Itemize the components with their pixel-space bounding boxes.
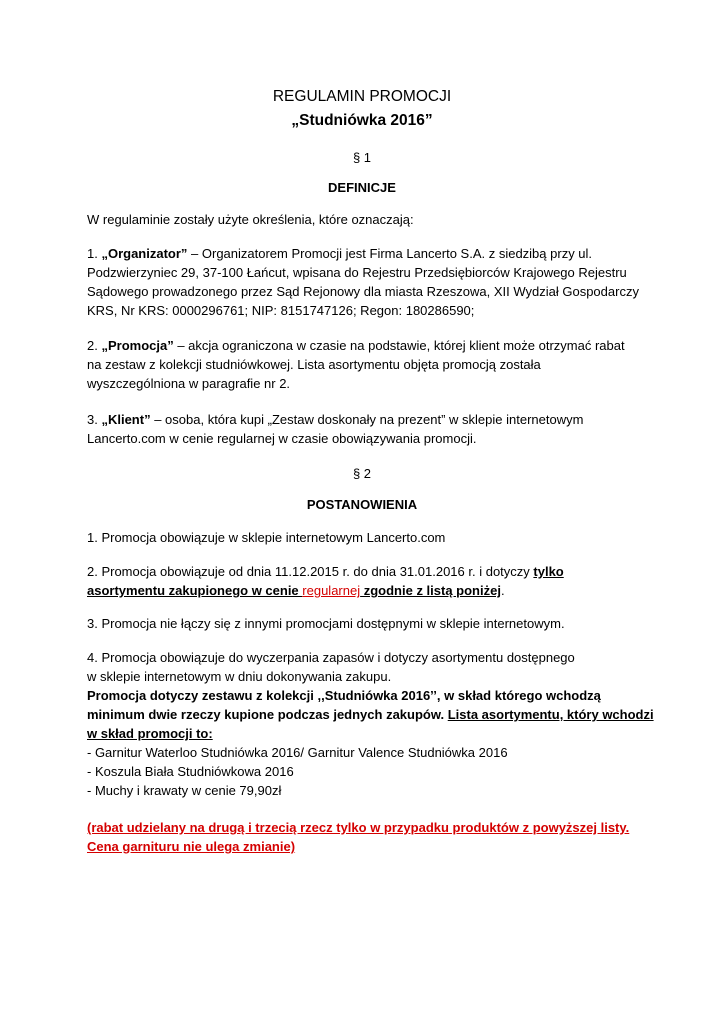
product-list-item: - Muchy i krawaty w cenie 79,90zł bbox=[87, 783, 282, 798]
definition-text: – Organizatorem Promocji jest Firma Lancerto S.A. z siedzibą przy ul. bbox=[187, 246, 593, 261]
provision-3: 3. Promocja nie łączy się z innymi promocjami dostępnymi w sklepie internetowym. bbox=[87, 616, 565, 631]
definition-organizer-line4: KRS, Nr KRS: 0000296761; NIP: 8151747126; Regon: 180286590; bbox=[87, 303, 475, 318]
provision-4 bbox=[87, 648, 667, 800]
definition-number: 2. bbox=[87, 338, 102, 353]
provision-2-text: 2. Promocja obowiązuje od dnia 11.12.2015 r. do dnia 31.01.2016 r. i dotyczy bbox=[87, 564, 534, 579]
provision-2-line1 bbox=[87, 562, 667, 581]
definition-organizer-line2: Podzwierzyniec 29, 37-100 Łańcut, wpisana do Rejestru Przedsiębiorców Krajowego Rejestru bbox=[87, 265, 627, 280]
definition-organizer bbox=[87, 244, 667, 320]
section-1-mark: § 1 bbox=[352, 150, 372, 165]
definition-text: – osoba, która kupi „Zestaw doskonały na prezent” w sklepie internetowym bbox=[150, 412, 584, 427]
provision-4-min-two: minimum dwie rzeczy kupione podczas jednych zakupów. bbox=[87, 707, 448, 722]
definition-promotion-line3: wyszczególniona w paragrafie nr 2. bbox=[87, 376, 291, 391]
provision-2 bbox=[87, 562, 667, 600]
definition-promotion bbox=[87, 336, 667, 393]
definition-organizer-line3: Sądowego prowadzonego przez Sąd Rejonowy dla miasta Rzeszowa, XII Wydział Gospodarczy bbox=[87, 284, 639, 299]
discount-note bbox=[87, 818, 667, 856]
definition-client-line1 bbox=[87, 410, 667, 429]
definition-client-line2: Lancerto.com w cenie regularnej w czasie obowiązywania promocji. bbox=[87, 431, 477, 446]
provision-2-assortment: asortymentu zakupionego w cenie bbox=[87, 583, 303, 598]
definition-term: „Klient” bbox=[101, 412, 151, 427]
provision-2-period: . bbox=[500, 583, 505, 598]
provision-1: 1. Promocja obowiązuje w sklepie internetowym Lancerto.com bbox=[87, 530, 446, 545]
definition-client bbox=[87, 410, 667, 448]
provision-2-list: zgodnie z listą poniżej bbox=[360, 583, 501, 598]
definition-promotion-line1 bbox=[87, 336, 667, 355]
provision-2-regular: regularnej bbox=[302, 583, 361, 598]
definition-term: „Promocja” bbox=[101, 338, 174, 353]
section-1-heading: DEFINICJE bbox=[328, 180, 396, 195]
definition-promotion-line2: na zestaw z kolekcji studniówkowej. Lista asortymentu objęta promocją została bbox=[87, 357, 541, 372]
definition-term: „Organizator” bbox=[101, 246, 188, 261]
section-2-heading: POSTANOWIENIA bbox=[306, 497, 418, 512]
section-2-mark: § 2 bbox=[352, 466, 372, 481]
definition-number: 1. bbox=[87, 246, 102, 261]
provision-2-line2 bbox=[87, 581, 667, 600]
definition-organizer-line1 bbox=[87, 244, 667, 263]
document-subtitle: „Studniówka 2016” bbox=[291, 112, 433, 129]
provision-4-list-intro: Lista asortymentu, który wchodzi bbox=[447, 707, 654, 722]
product-list-item: - Koszula Biała Studniówkowa 2016 bbox=[87, 764, 294, 779]
discount-note-line1: (rabat udzielany na drugą i trzecią rzecz tylko w przypadku produktów z powyższej listy. bbox=[87, 820, 630, 835]
product-list-item: - Garnitur Waterloo Studniówka 2016/ Garnitur Valence Studniówka 2016 bbox=[87, 745, 508, 760]
section-1-intro: W regulaminie zostały użyte określenia, które oznaczają: bbox=[87, 212, 414, 227]
definition-number: 3. bbox=[87, 412, 102, 427]
provision-4-bold-line3: w skład promocji to: bbox=[87, 726, 213, 741]
provision-4-bold-line1: Promocja dotyczy zestawu z kolekcji ,,Studniówka 2016’’, w skład którego wchodzą bbox=[87, 688, 601, 703]
document-title: REGULAMIN PROMOCJI bbox=[272, 88, 452, 105]
provision-4-line1: 4. Promocja obowiązuje do wyczerpania zapasów i dotyczy asortymentu dostępnego bbox=[87, 650, 575, 665]
definition-text: – akcja ograniczona w czasie na podstawie, której klient może otrzymać rabat bbox=[173, 338, 625, 353]
provision-4-bold-line2 bbox=[87, 705, 667, 724]
provision-4-line2: w sklepie internetowym w dniu dokonywania zakupu. bbox=[87, 669, 392, 684]
discount-note-line2: Cena garnituru nie ulega zmianie) bbox=[87, 839, 296, 854]
provision-2-only: tylko bbox=[533, 564, 564, 579]
